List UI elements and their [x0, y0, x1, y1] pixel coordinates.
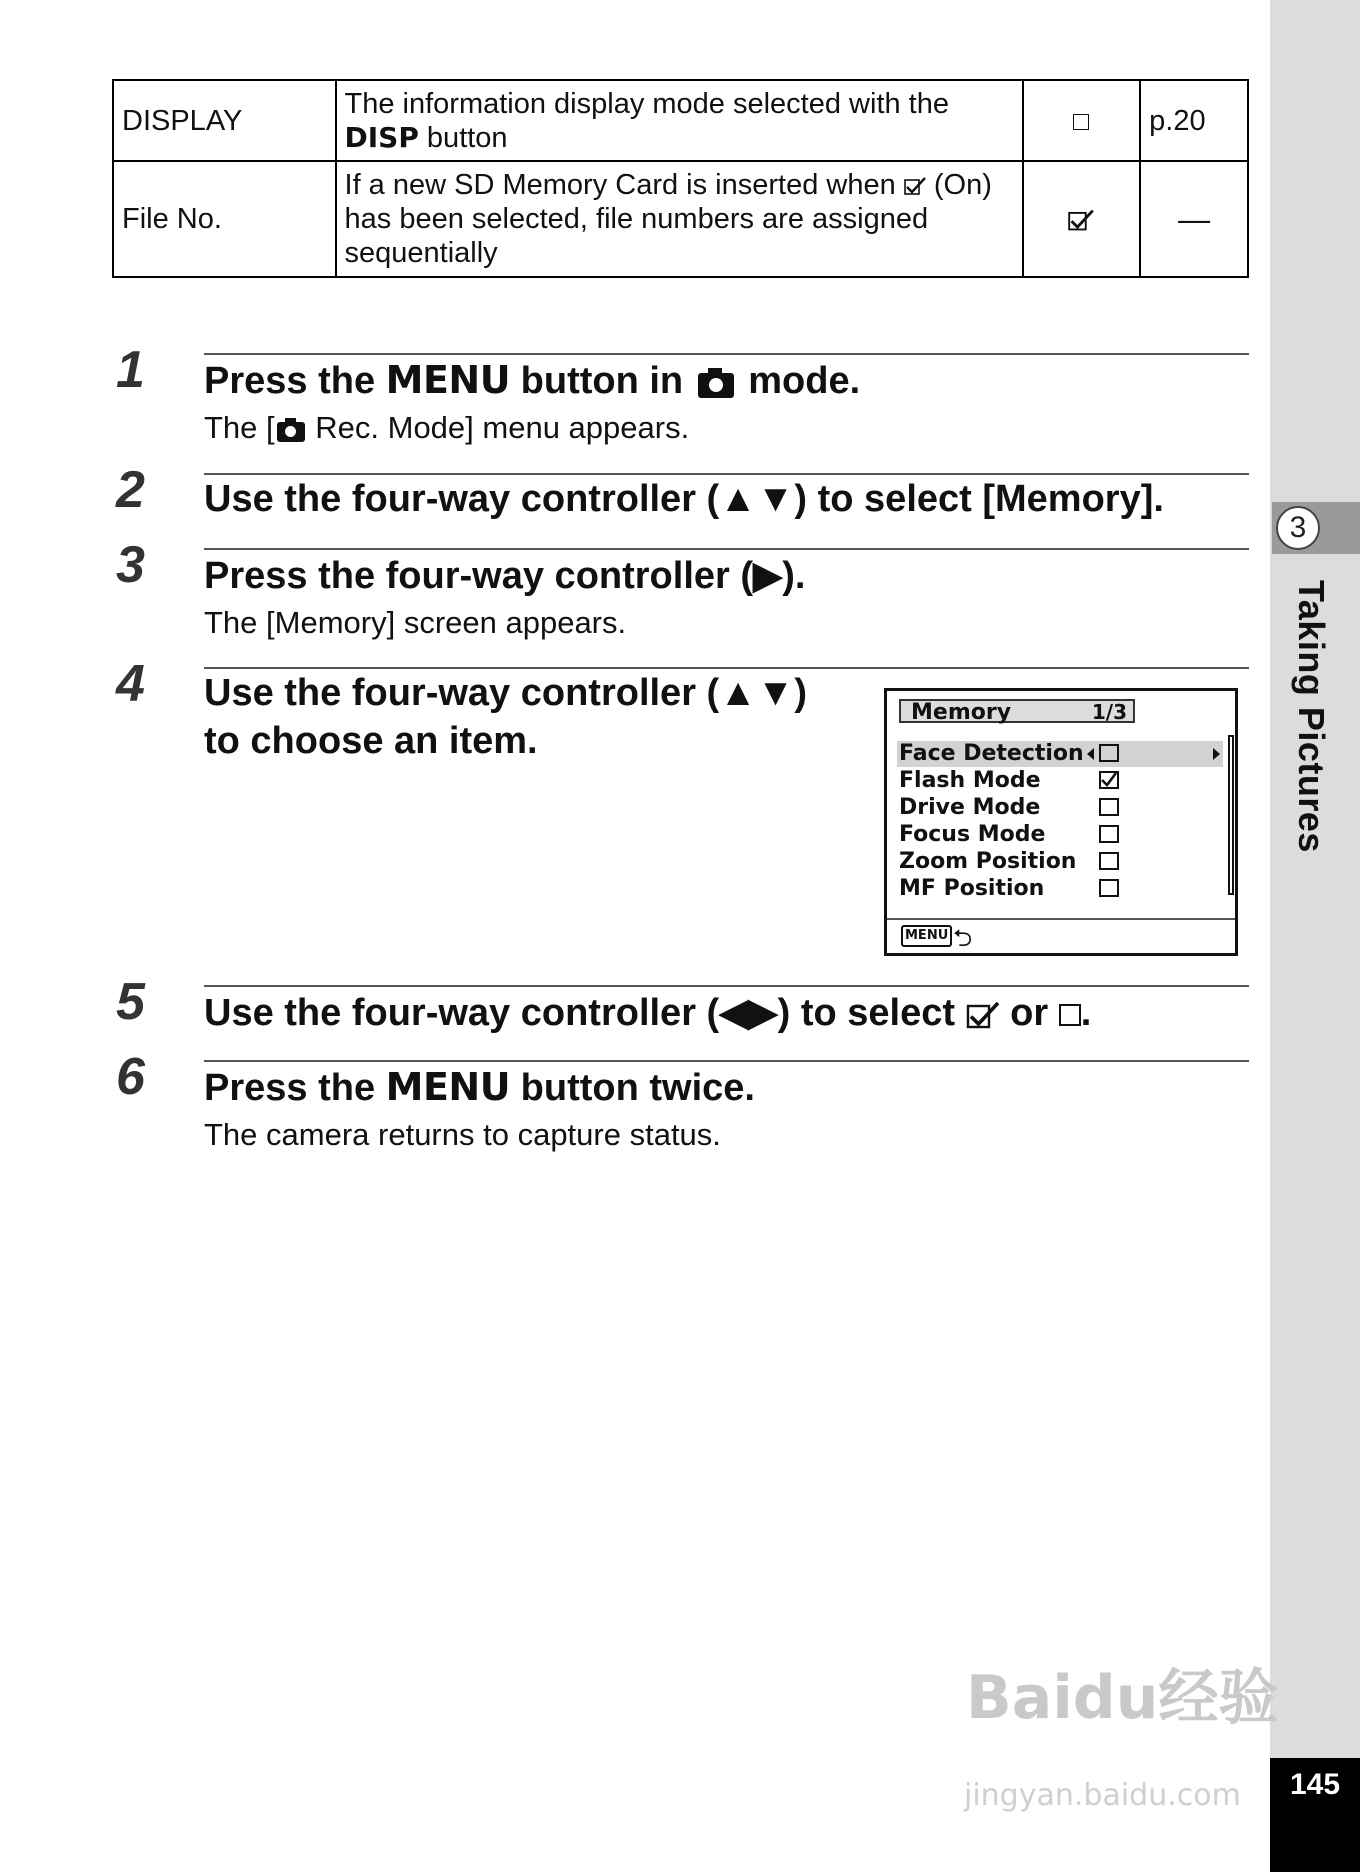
step-text: button in [510, 360, 694, 402]
camera-icon [696, 368, 736, 398]
desc-line: (On) [925, 169, 992, 201]
menu-key-label: MENU [385, 1065, 511, 1109]
step-title [204, 358, 860, 403]
step-number: 4 [116, 655, 145, 713]
step-description [204, 410, 689, 446]
lcd-menu-item[interactable] [897, 876, 1223, 902]
step-divider [204, 353, 1249, 355]
step-text: The [ [204, 410, 275, 445]
lcd-divider [887, 918, 1235, 920]
camera-icon [275, 418, 307, 442]
lcd-item-label: MF Position [899, 876, 1045, 901]
step-description: The [Memory] screen appears. [204, 605, 627, 640]
step-divider [204, 1060, 1249, 1062]
step-divider [204, 985, 1249, 987]
lcd-page-indicator: 1/3 [1091, 700, 1127, 724]
step-number: 2 [116, 461, 145, 519]
lcd-item-label: Flash Mode [899, 768, 1041, 793]
table-cell-desc [336, 161, 1023, 277]
step-description: The camera returns to capture status. [204, 1117, 721, 1152]
table-cell-ref: — [1140, 161, 1248, 277]
unchecked-box-icon [1099, 852, 1119, 870]
chapter-sidebar [1270, 0, 1360, 1872]
step-text: Rec. Mode] menu appears. [306, 410, 690, 445]
table-cell-default [1023, 161, 1141, 277]
desc-line: If a new SD Memory Card is inserted when [344, 169, 904, 201]
step-title [204, 990, 1091, 1035]
lcd-header [899, 699, 1135, 723]
back-arrow-icon: ⮌ [953, 924, 973, 952]
table-row [113, 161, 1248, 277]
step-text: or [999, 992, 1059, 1034]
left-arrow-icon [1087, 748, 1094, 760]
right-arrow-icon [1213, 748, 1220, 760]
checkbox-checked-icon [966, 1000, 1000, 1030]
desc-line: The information display mode selected with the [344, 87, 949, 120]
step-number: 5 [116, 973, 145, 1031]
menu-key-icon: MENU [901, 925, 952, 947]
chapter-number: 3 [1276, 506, 1320, 550]
lcd-menu-item[interactable] [897, 795, 1223, 821]
camera-lcd-screen [884, 688, 1238, 956]
step-number: 3 [116, 536, 145, 594]
unchecked-box-icon [1099, 879, 1119, 897]
table-cell-default [1023, 80, 1141, 161]
watermark-logo: Baidu经验 [966, 1663, 1279, 1733]
disp-key-label: DISP [344, 120, 419, 154]
chapter-title: Taking Pictures [1291, 580, 1332, 853]
unchecked-box-icon [1099, 825, 1119, 843]
step-text: Use the four-way controller (◀▶) to select [204, 992, 966, 1034]
step-text: button twice. [510, 1067, 755, 1109]
table-cell-ref: p.20 [1140, 80, 1248, 161]
desc-line: has been selected, file numbers are assigned [344, 203, 929, 235]
desc-line: button [418, 121, 508, 154]
step-title: Use the four-way controller (▲▼) [204, 672, 808, 714]
lcd-menu-item[interactable] [897, 849, 1223, 875]
unchecked-box-icon [1099, 744, 1119, 762]
checkbox-checked-icon [1068, 208, 1094, 232]
settings-table [112, 79, 1249, 278]
step-title: to choose an item. [204, 720, 538, 762]
step-title: Use the four-way controller (▲▼) to select [Memory]. [204, 478, 1164, 520]
lcd-menu-item[interactable] [897, 822, 1223, 848]
step-text: . [1080, 992, 1092, 1034]
lcd-item-label: Focus Mode [899, 822, 1046, 847]
desc-line: sequentially [344, 237, 498, 269]
step-title: Press the four-way controller (▶). [204, 555, 806, 597]
unchecked-box-icon [1059, 1004, 1081, 1026]
step-title [204, 1065, 755, 1110]
lcd-item-label: Drive Mode [899, 795, 1041, 820]
lcd-title: Memory [911, 700, 1012, 725]
step-text: Press the [204, 360, 386, 402]
checkbox-checked-icon [904, 176, 926, 196]
step-text: Press the [204, 1067, 386, 1109]
step-divider [204, 667, 1249, 669]
lcd-scrollbar[interactable] [1228, 735, 1234, 895]
step-number: 6 [116, 1048, 145, 1106]
lcd-item-label: Face Detection [899, 741, 1084, 766]
lcd-menu-item[interactable] [897, 768, 1223, 794]
unchecked-box-icon [1099, 798, 1119, 816]
page-number: 145 [1289, 1768, 1341, 1801]
table-cell-item: File No. [113, 161, 336, 277]
step-divider [204, 548, 1249, 550]
step-text: mode. [737, 360, 861, 402]
lcd-item-label: Zoom Position [899, 849, 1077, 874]
lcd-menu-item[interactable] [897, 741, 1223, 767]
menu-key-label: MENU [385, 358, 511, 402]
checked-box-icon [1099, 771, 1119, 789]
table-cell-desc [336, 80, 1023, 161]
unchecked-box-icon [1073, 114, 1089, 130]
step-divider [204, 473, 1249, 475]
step-number: 1 [116, 341, 145, 399]
watermark-url: jingyan.baidu.com [964, 1778, 1241, 1813]
table-row [113, 80, 1248, 161]
table-cell-item: DISPLAY [113, 80, 336, 161]
